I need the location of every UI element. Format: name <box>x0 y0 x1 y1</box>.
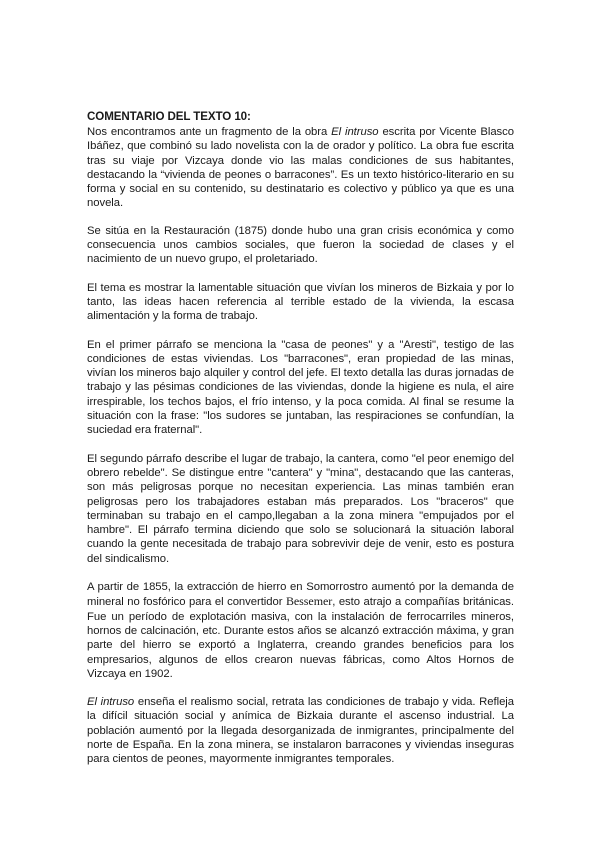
paragraph-introduction <box>87 125 514 211</box>
paragraph-first-analysis: En el primer párrafo se menciona la "casa de peones" y a "Aresti", testigo de las condiciones de estas viviendas. Los "barracones", eran propiedad de las minas, vivían los mineros bajo alquiler y control del jefe. El texto detalla las duras jornadas de trabajo y las pésimas condiciones de las viviendas, donde la higiene es nula, el aire irrespirable, los techos bajos, el frío intenso, y la poca comida. Al final se resume la situación con la frase: "los sudores se juntaban, las respiraciones se confundían, la suciedad era fraternal". <box>87 338 514 437</box>
paragraph-text: escrita por Vicente Blasco Ibáñez, que combinó su lado novelista con la de orador y político. La obra fue escrita tras su viaje por Vizcaya donde vio las malas condiciones de sus habitantes, destacando la “vivienda de peones o barracones”. Es un texto histórico-literario en su forma y social en su contenido, su destinatario es colectivo y público ya que es una novela. <box>87 126 514 210</box>
paragraph-context: Se sitúa en la Restauración (1875) donde hubo una gran crisis económica y como consecuencia unos cambios sociales, que fueron la sociedad de clases y el nacimiento de un nuevo grupo, el proletariado. <box>87 224 514 266</box>
document-title: COMENTARIO DEL TEXTO 10: <box>87 110 251 123</box>
book-title-emphasis: El intruso <box>87 696 135 709</box>
book-title-emphasis: El intruso <box>331 126 379 138</box>
document-page <box>87 110 514 781</box>
paragraph-conclusion <box>87 695 514 766</box>
paragraph-text: enseña el realismo social, retrata las condiciones de trabajo y vida. Refleja la difícil situación social y anímica de Bizkaia durante el ascenso industrial. La población aumentó por la llegada desorganizada de inmigrantes, principalmente del norte de España. En la zona minera, se instalaron barracones y viviendas inseguras para cientos de peones, mayormente inmigrantes temporales. <box>87 696 514 766</box>
paragraph-theme: El tema es mostrar la lamentable situación que vivían los mineros de Bizkaia y por lo tanto, las ideas hacen referencia al terrible estado de la vivienda, la escasa alimentación y la forma de trabajo. <box>87 281 514 323</box>
paragraph-text: A partir de 1855, la extracción de hierro en Somorrostro aumentó por la demanda de mineral no fosfórico para el convertidor <box>87 581 514 609</box>
bessemer-term: Bessemer <box>285 594 333 609</box>
paragraph-historical <box>87 580 514 681</box>
paragraph-second-analysis: El segundo párrafo describe el lugar de trabajo, la cantera, como "el peor enemigo del obrero rebelde". Se distingue entre "cantera" y "mina", destacando que las canteras, son más peligrosas porque no necesitan experiencia. Las minas también eran peligrosas pero los trabajadores estaban más preparados. Los "braceros" que terminaban su trabajo en el campo,llegaban a la zona minera "empujados por el hambre". El párrafo termina diciendo que solo se solucionará la situación laboral cuando la gente necesitada de trabajo para sobrevivir deje de venir, esto es postura del sindicalismo. <box>87 452 514 565</box>
paragraph-text: , esto atrajo a compañías británicas. Fue un período de explotación masiva, con la instalación de ferrocarriles mineros, hornos de calcinación, etc. Durante estos años se alcanzó extracción máxima, y gran parte del hierro se exportó a Inglaterra, creando grandes beneficios para los empresarios, algunos de ellos crearon nuevas fábricas, como Altos Hornos de Vizcaya en 1902. <box>87 596 514 680</box>
paragraph-text: Nos encontramos ante un fragmento de la obra <box>87 126 332 138</box>
